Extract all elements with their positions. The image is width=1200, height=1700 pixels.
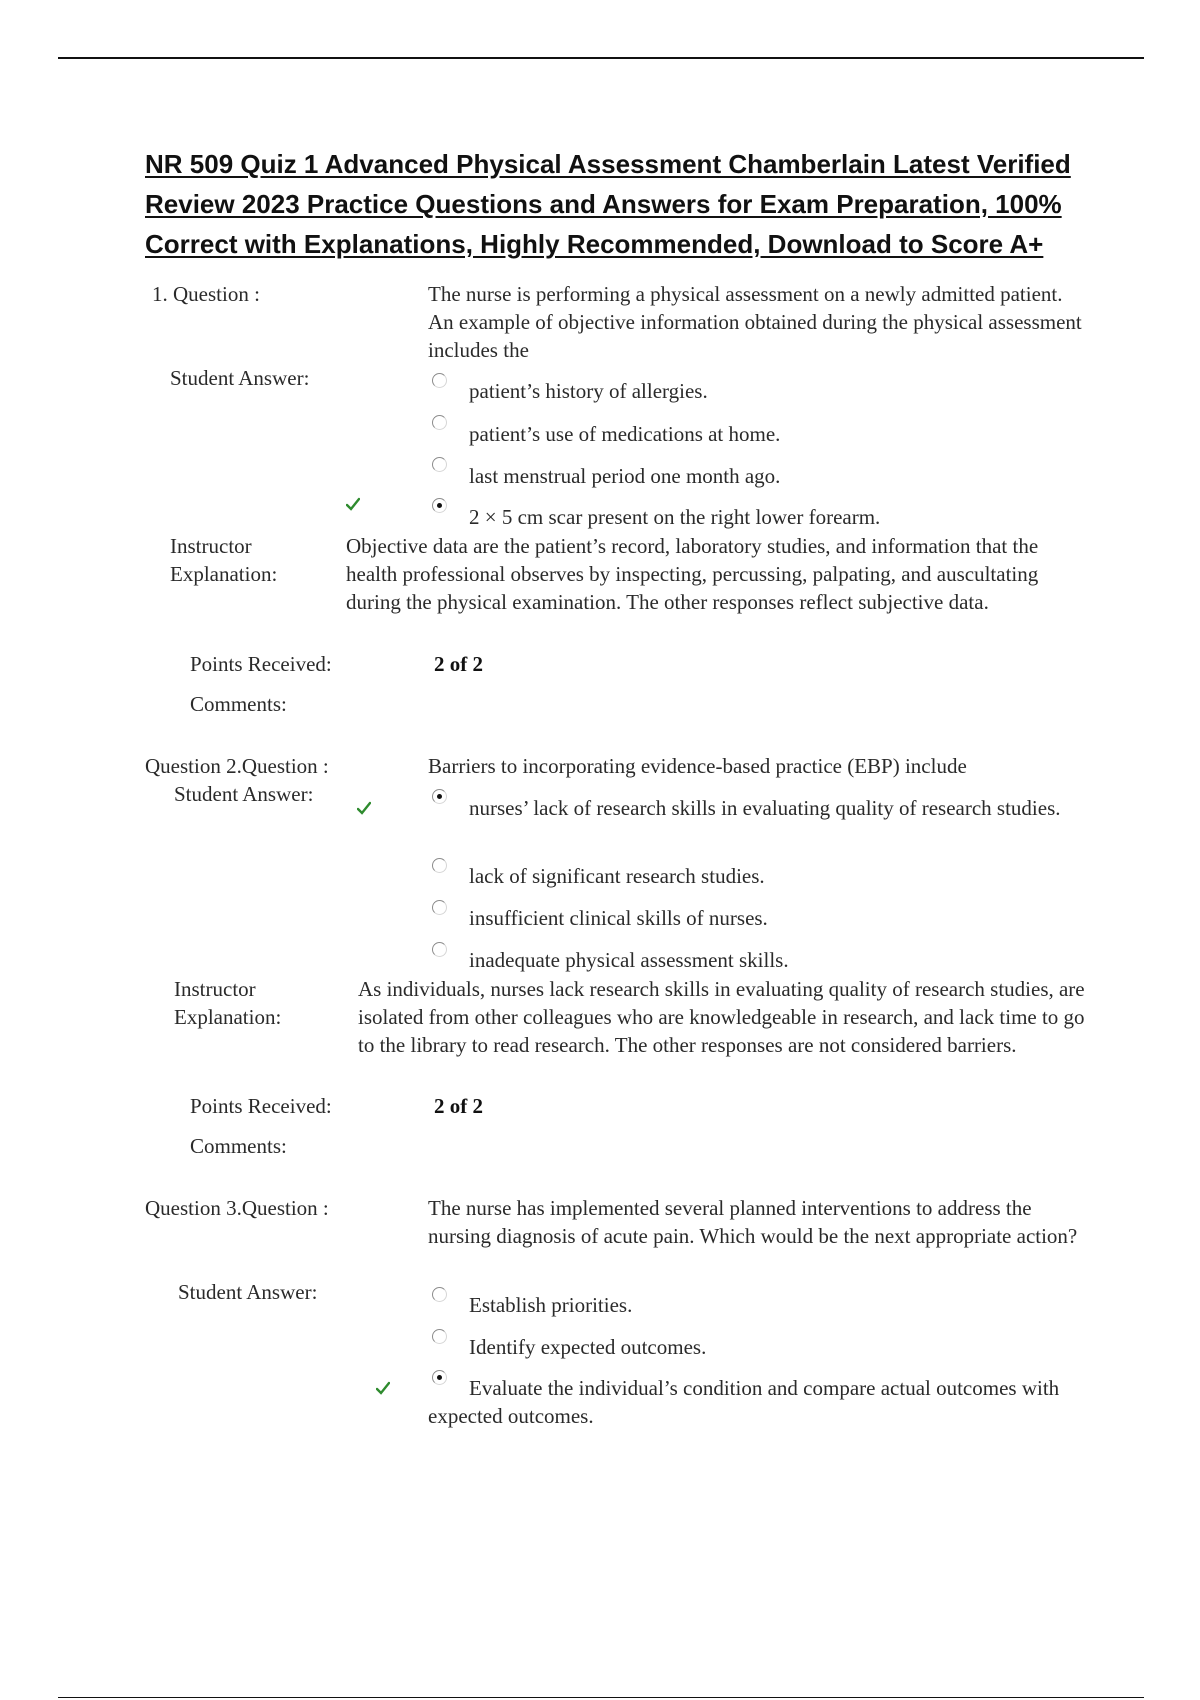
question-1-explanation-label: Explanation:	[170, 562, 278, 586]
question-3-option-1: Establish priorities.	[469, 1293, 633, 1317]
question-1-explanation: Objective data are the patient’s record, laboratory studies, and information that the health professional observes by inspecting, percussing, palpating, and auscultating during the physical examination. The other responses reflect subjective data.	[346, 534, 1039, 614]
question-1-option-4: 2 × 5 cm scar present on the right lower forearm.	[469, 505, 881, 529]
correct-check-icon	[376, 1381, 390, 1395]
question-3-option-2-radio[interactable]	[432, 1329, 447, 1344]
question-2-student-answer-label: Student Answer:	[174, 782, 314, 806]
bottom-rule	[58, 1697, 1144, 1698]
question-1-option-2-radio[interactable]	[432, 415, 447, 430]
question-2-label: Question 2.Question :	[145, 754, 329, 778]
question-2-option-2-radio[interactable]	[432, 858, 447, 873]
question-3-option-1-radio[interactable]	[432, 1287, 447, 1302]
correct-check-icon	[357, 801, 371, 815]
question-3-student-answer-label: Student Answer:	[178, 1280, 318, 1304]
question-1-option-2: patient’s use of medications at home.	[469, 422, 781, 446]
question-2-option-3: insufficient clinical skills of nurses.	[469, 906, 768, 930]
question-1-label: 1. Question :	[152, 282, 260, 306]
question-2-instructor-label: Instructor	[174, 977, 256, 1001]
question-1-points: 2 of 2	[434, 652, 483, 676]
document-title: NR 509 Quiz 1 Advanced Physical Assessment Chamberlain Latest Verified Review 2023 Practice Questions and Answers for Exam Preparation, 100% Correct with Explanations, Highly Recommended, Download to Score A+	[145, 149, 1071, 259]
question-1-option-4-radio[interactable]	[432, 498, 447, 513]
question-3-option-3: Evaluate the individual’s condition and compare actual outcomes with expected outcomes.	[428, 1376, 1060, 1428]
question-1-comments-label: Comments:	[190, 692, 287, 716]
question-2-option-1: nurses’ lack of research skills in evaluating quality of research studies.	[469, 796, 1061, 820]
question-1-option-1-radio[interactable]	[432, 373, 447, 388]
question-2-text: Barriers to incorporating evidence-based practice (EBP) include	[428, 754, 967, 778]
question-2-option-4-radio[interactable]	[432, 942, 447, 957]
question-1-option-3-radio[interactable]	[432, 457, 447, 472]
question-2-points: 2 of 2	[434, 1094, 483, 1118]
question-2-explanation: As individuals, nurses lack research skills in evaluating quality of research studies, are isolated from other colleagues who are knowledgeable in research, and lack time to go to the library to read research. The other responses are not considered barriers.	[358, 977, 1085, 1057]
question-2-option-3-radio[interactable]	[432, 900, 447, 915]
question-1-option-3: last menstrual period one month ago.	[469, 464, 781, 488]
question-2-option-2: lack of significant research studies.	[469, 864, 765, 888]
question-1-option-1: patient’s history of allergies.	[469, 379, 708, 403]
question-3-option-2: Identify expected outcomes.	[469, 1335, 707, 1359]
correct-check-icon	[346, 497, 360, 511]
question-2-option-4: inadequate physical assessment skills.	[469, 948, 789, 972]
question-1-instructor-label: Instructor	[170, 534, 252, 558]
question-3-text: The nurse has implemented several planned interventions to address the nursing diagnosis of acute pain. Which would be the next appropriate action?	[428, 1196, 1078, 1248]
question-2-points-label: Points Received:	[190, 1094, 332, 1118]
question-1-text: The nurse is performing a physical assessment on a newly admitted patient. An example of objective information obtained during the physical assessment includes the	[428, 282, 1082, 362]
question-3-label: Question 3.Question :	[145, 1196, 329, 1220]
question-1-points-label: Points Received:	[190, 652, 332, 676]
top-rule	[58, 57, 1144, 59]
question-1-student-answer-label: Student Answer:	[170, 366, 310, 390]
question-2-explanation-label: Explanation:	[174, 1005, 282, 1029]
question-2-comments-label: Comments:	[190, 1134, 287, 1158]
